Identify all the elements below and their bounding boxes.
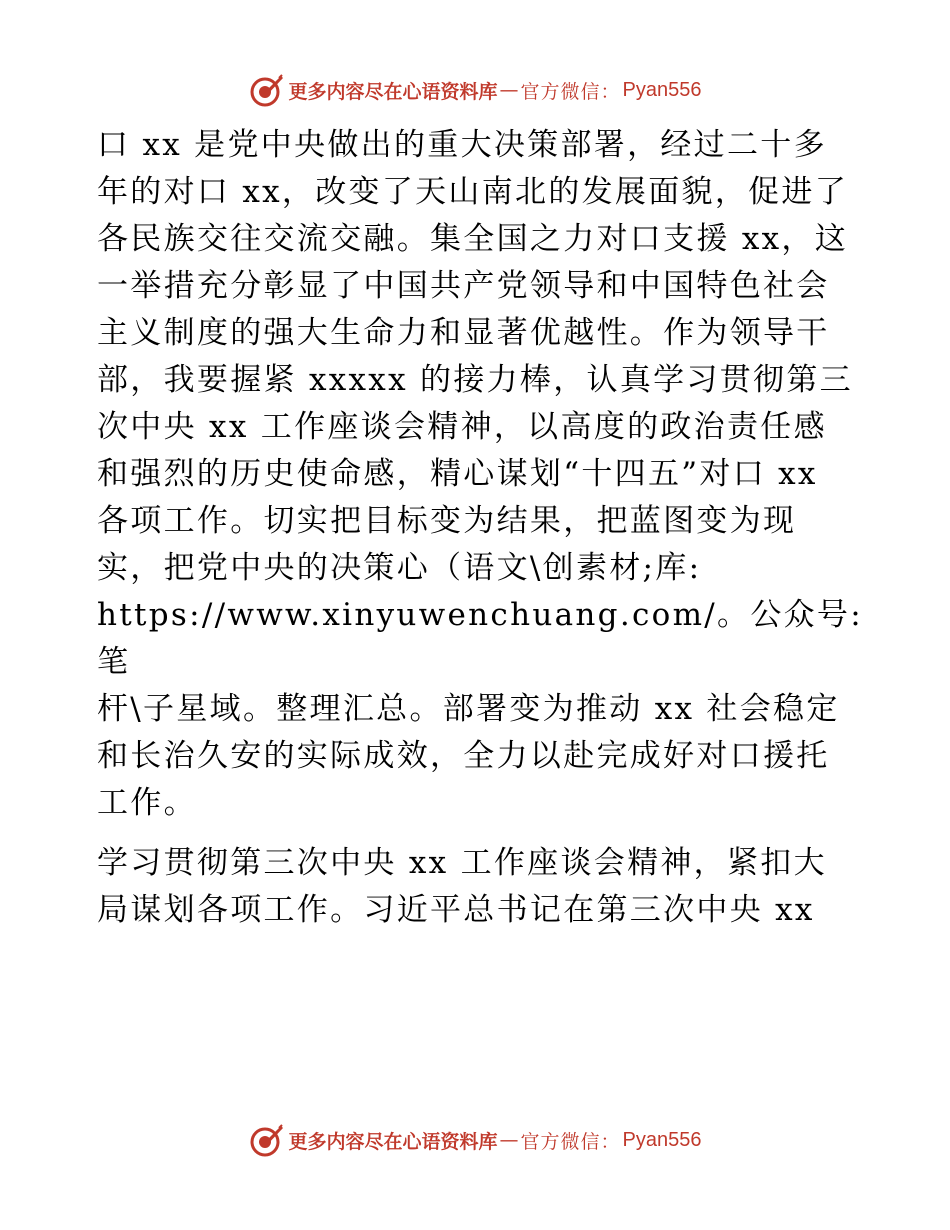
text-line: 部，我要握紧 xxxxx 的接力棒，认真学习贯彻第三 xyxy=(97,362,853,398)
banner-separator: — xyxy=(499,1129,519,1151)
text-line: 口 xx 是党中央做出的重大决策部署，经过二十多 xyxy=(97,127,827,163)
text-line: 实，把党中央的决策心（语文\创素材;库: xyxy=(97,550,702,586)
banner-brand-text: 更多内容尽在心语资料库 xyxy=(288,1130,498,1153)
footer-banner xyxy=(0,1118,950,1162)
text-line: 局谋划各项工作。习近平总书记在第三次中央 xx xyxy=(97,892,815,928)
text-line: 和强烈的历史使命感，精心谋划“十四五”对口 xx xyxy=(97,456,818,492)
text-line: 杆\子星域。整理汇总。部署变为推动 xx 社会稳定 xyxy=(97,691,840,727)
text-line: 各民族交往交流交融。集全国之力对口支援 xx，这 xyxy=(97,221,849,257)
banner-brand-text: 更多内容尽在心语资料库 xyxy=(288,80,498,103)
banner-wechat-id: Pyan556 xyxy=(622,1128,702,1151)
text-line: 一举措充分彰显了中国共产党领导和中国特色社会 xyxy=(97,268,830,304)
text-line: 次中央 xx 工作座谈会精神，以高度的政治责任感 xyxy=(97,409,827,445)
banner-official-label: 官方微信： xyxy=(520,1130,621,1153)
paragraph-2 xyxy=(97,840,867,934)
banner-official-label: 官方微信： xyxy=(520,80,621,103)
text-line: 学习贯彻第三次中央 xx 工作座谈会精神，紧扣大 xyxy=(97,845,827,881)
quill-pen-logo-icon xyxy=(249,1122,285,1158)
paragraph-1 xyxy=(97,122,867,827)
banner-wechat-id: Pyan556 xyxy=(622,78,702,101)
header-banner xyxy=(0,68,950,112)
document-body xyxy=(97,122,867,934)
banner-separator: — xyxy=(499,79,519,101)
text-line: 工作。 xyxy=(97,785,197,821)
text-line: 主义制度的强大生命力和显著优越性。作为领导干 xyxy=(97,315,830,351)
text-line: 和长治久安的实际成效，全力以赴完成好对口援托 xyxy=(97,738,830,774)
text-line: https://www.xinyuwenchuang.com/。公众号: 笔 xyxy=(97,597,863,680)
text-line: 年的对口 xx，改变了天山南北的发展面貌，促进了 xyxy=(97,174,849,210)
quill-pen-logo-icon xyxy=(249,72,285,108)
text-line: 各项工作。切实把目标变为结果，把蓝图变为现 xyxy=(97,503,797,539)
